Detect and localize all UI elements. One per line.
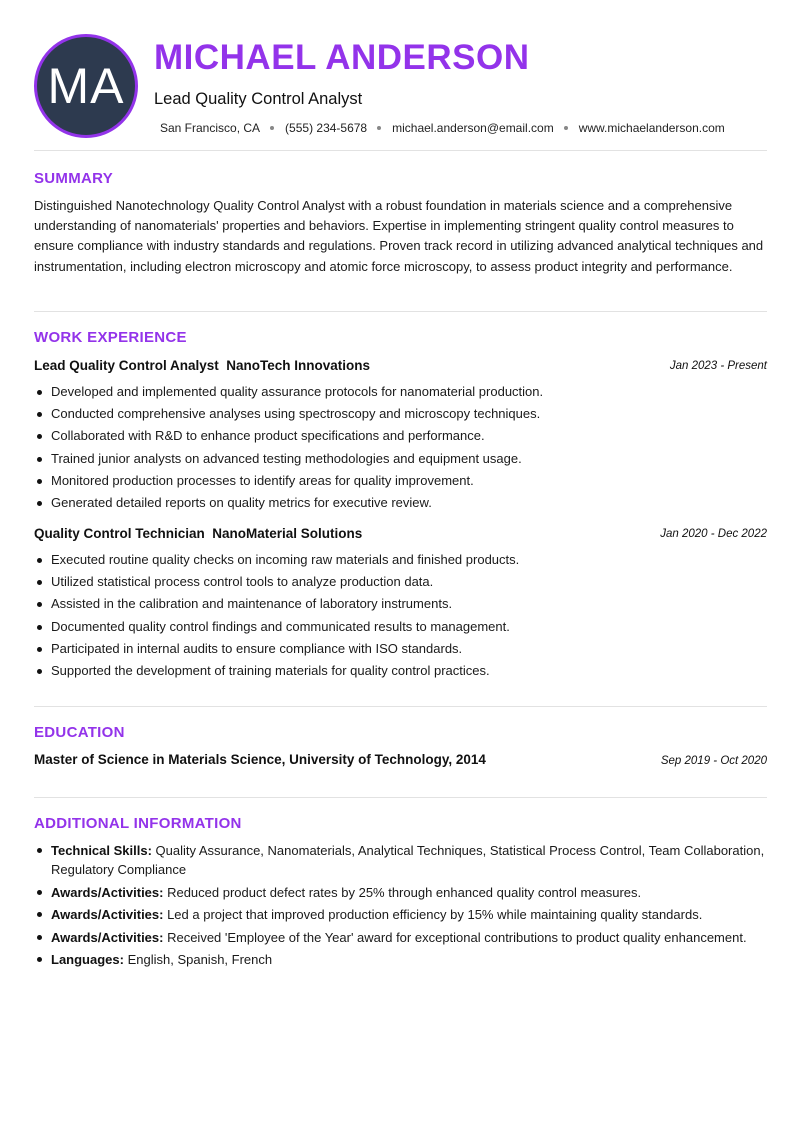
list-item — [34, 841, 767, 879]
list-item: Collaborated with R&D to enhance product specifications and performance. — [34, 425, 767, 447]
section-divider — [34, 706, 767, 707]
list-item — [34, 883, 767, 902]
degree-title: Master of Science in Materials Science, University of Technology, 2014 — [34, 752, 486, 767]
info-label: Awards/Activities: — [51, 907, 164, 922]
contact-row — [160, 121, 725, 135]
contact-phone[interactable]: (555) 234-5678 — [285, 121, 368, 135]
job-header — [34, 526, 767, 546]
info-text: Reduced product defect rates by 25% through enhanced quality control measures. — [163, 884, 642, 900]
summary-heading: SUMMARY — [34, 170, 114, 187]
list-item: Supported the development of training materials for quality control practices. — [34, 660, 767, 682]
list-item: Generated detailed reports on quality metrics for executive review. — [34, 492, 767, 514]
section-divider — [34, 311, 767, 312]
info-text: Quality Assurance, Nanomaterials, Analytical Techniques, Statistical Process Control, Team Collaboration, Regulatory Compliance — [51, 843, 765, 877]
separator-dot — [377, 126, 381, 130]
list-item: Documented quality control findings and communicated results to management. — [34, 616, 767, 638]
education-entry — [34, 752, 767, 772]
additional-info-list — [34, 841, 767, 973]
list-item: Monitored production processes to identify areas for quality improvement. — [34, 470, 767, 492]
info-label: Languages: — [51, 952, 124, 967]
list-item: Participated in internal audits to ensure compliance with ISO standards. — [34, 638, 767, 660]
job-title: Quality Control Technician NanoMaterial Solutions — [34, 526, 363, 541]
list-item — [34, 928, 767, 947]
candidate-title: Lead Quality Control Analyst — [154, 90, 363, 108]
avatar: MA — [34, 34, 138, 138]
info-label: Awards/Activities: — [51, 929, 164, 945]
info-text: English, Spanish, French — [123, 952, 273, 967]
list-item: Executed routine quality checks on incoming raw materials and finished products. — [34, 549, 767, 571]
resume-header — [34, 34, 767, 150]
separator-dot — [270, 126, 274, 130]
job-bullet-list — [34, 381, 767, 514]
list-item: Conducted comprehensive analyses using spectroscopy and microscopy techniques. — [34, 403, 767, 425]
list-item — [34, 950, 767, 969]
list-item: Utilized statistical process control tools to analyze production data. — [34, 571, 767, 593]
additional-info-heading: ADDITIONAL INFORMATION — [34, 815, 242, 832]
info-label: Technical Skills: — [51, 843, 152, 858]
separator-dot — [564, 126, 568, 130]
list-item: Trained junior analysts on advanced testing methodologies and equipment usage. — [34, 448, 767, 470]
contact-email[interactable]: michael.anderson@email.com — [392, 121, 554, 135]
summary-text: Distinguished Nanotechnology Quality Control Analyst with a robust foundation in materials science and a comprehensive understanding of nanomaterials' properties and behaviors. Expertise in implementing stringent quality control measures to ensure compliance with industry standards and regulations. Proven track record in utilizing advanced analytical techniques and instrumentation, including electron microscopy and atomic force microscopy, to assess product integrity and performance. — [34, 198, 764, 274]
work-experience-heading: WORK EXPERIENCE — [34, 329, 187, 346]
contact-location: San Francisco, CA — [160, 121, 261, 135]
contact-website[interactable]: www.michaelanderson.com — [578, 121, 725, 135]
list-item: Assisted in the calibration and maintenance of laboratory instruments. — [34, 593, 767, 615]
section-divider — [34, 797, 767, 798]
candidate-name: MICHAEL ANDERSON — [154, 38, 530, 77]
job-dates: Jan 2020 - Dec 2022 — [660, 528, 767, 540]
info-text: Received 'Employee of the Year' award for exceptional contributions to product quality enhancement. — [163, 929, 747, 945]
info-label: Awards/Activities: — [51, 884, 164, 900]
list-item — [34, 905, 767, 924]
info-text: Led a project that improved production efficiency by 15% while maintaining quality standards. — [163, 907, 703, 922]
list-item: Developed and implemented quality assurance protocols for nanomaterial production. — [34, 381, 767, 403]
job-dates: Jan 2023 - Present — [669, 360, 767, 372]
job-title: Lead Quality Control Analyst NanoTech Innovations — [34, 358, 371, 373]
job-header — [34, 358, 767, 378]
section-divider — [34, 150, 767, 151]
education-heading: EDUCATION — [34, 724, 125, 741]
education-dates: Sep 2019 - Oct 2020 — [660, 755, 767, 767]
job-bullet-list — [34, 549, 767, 682]
